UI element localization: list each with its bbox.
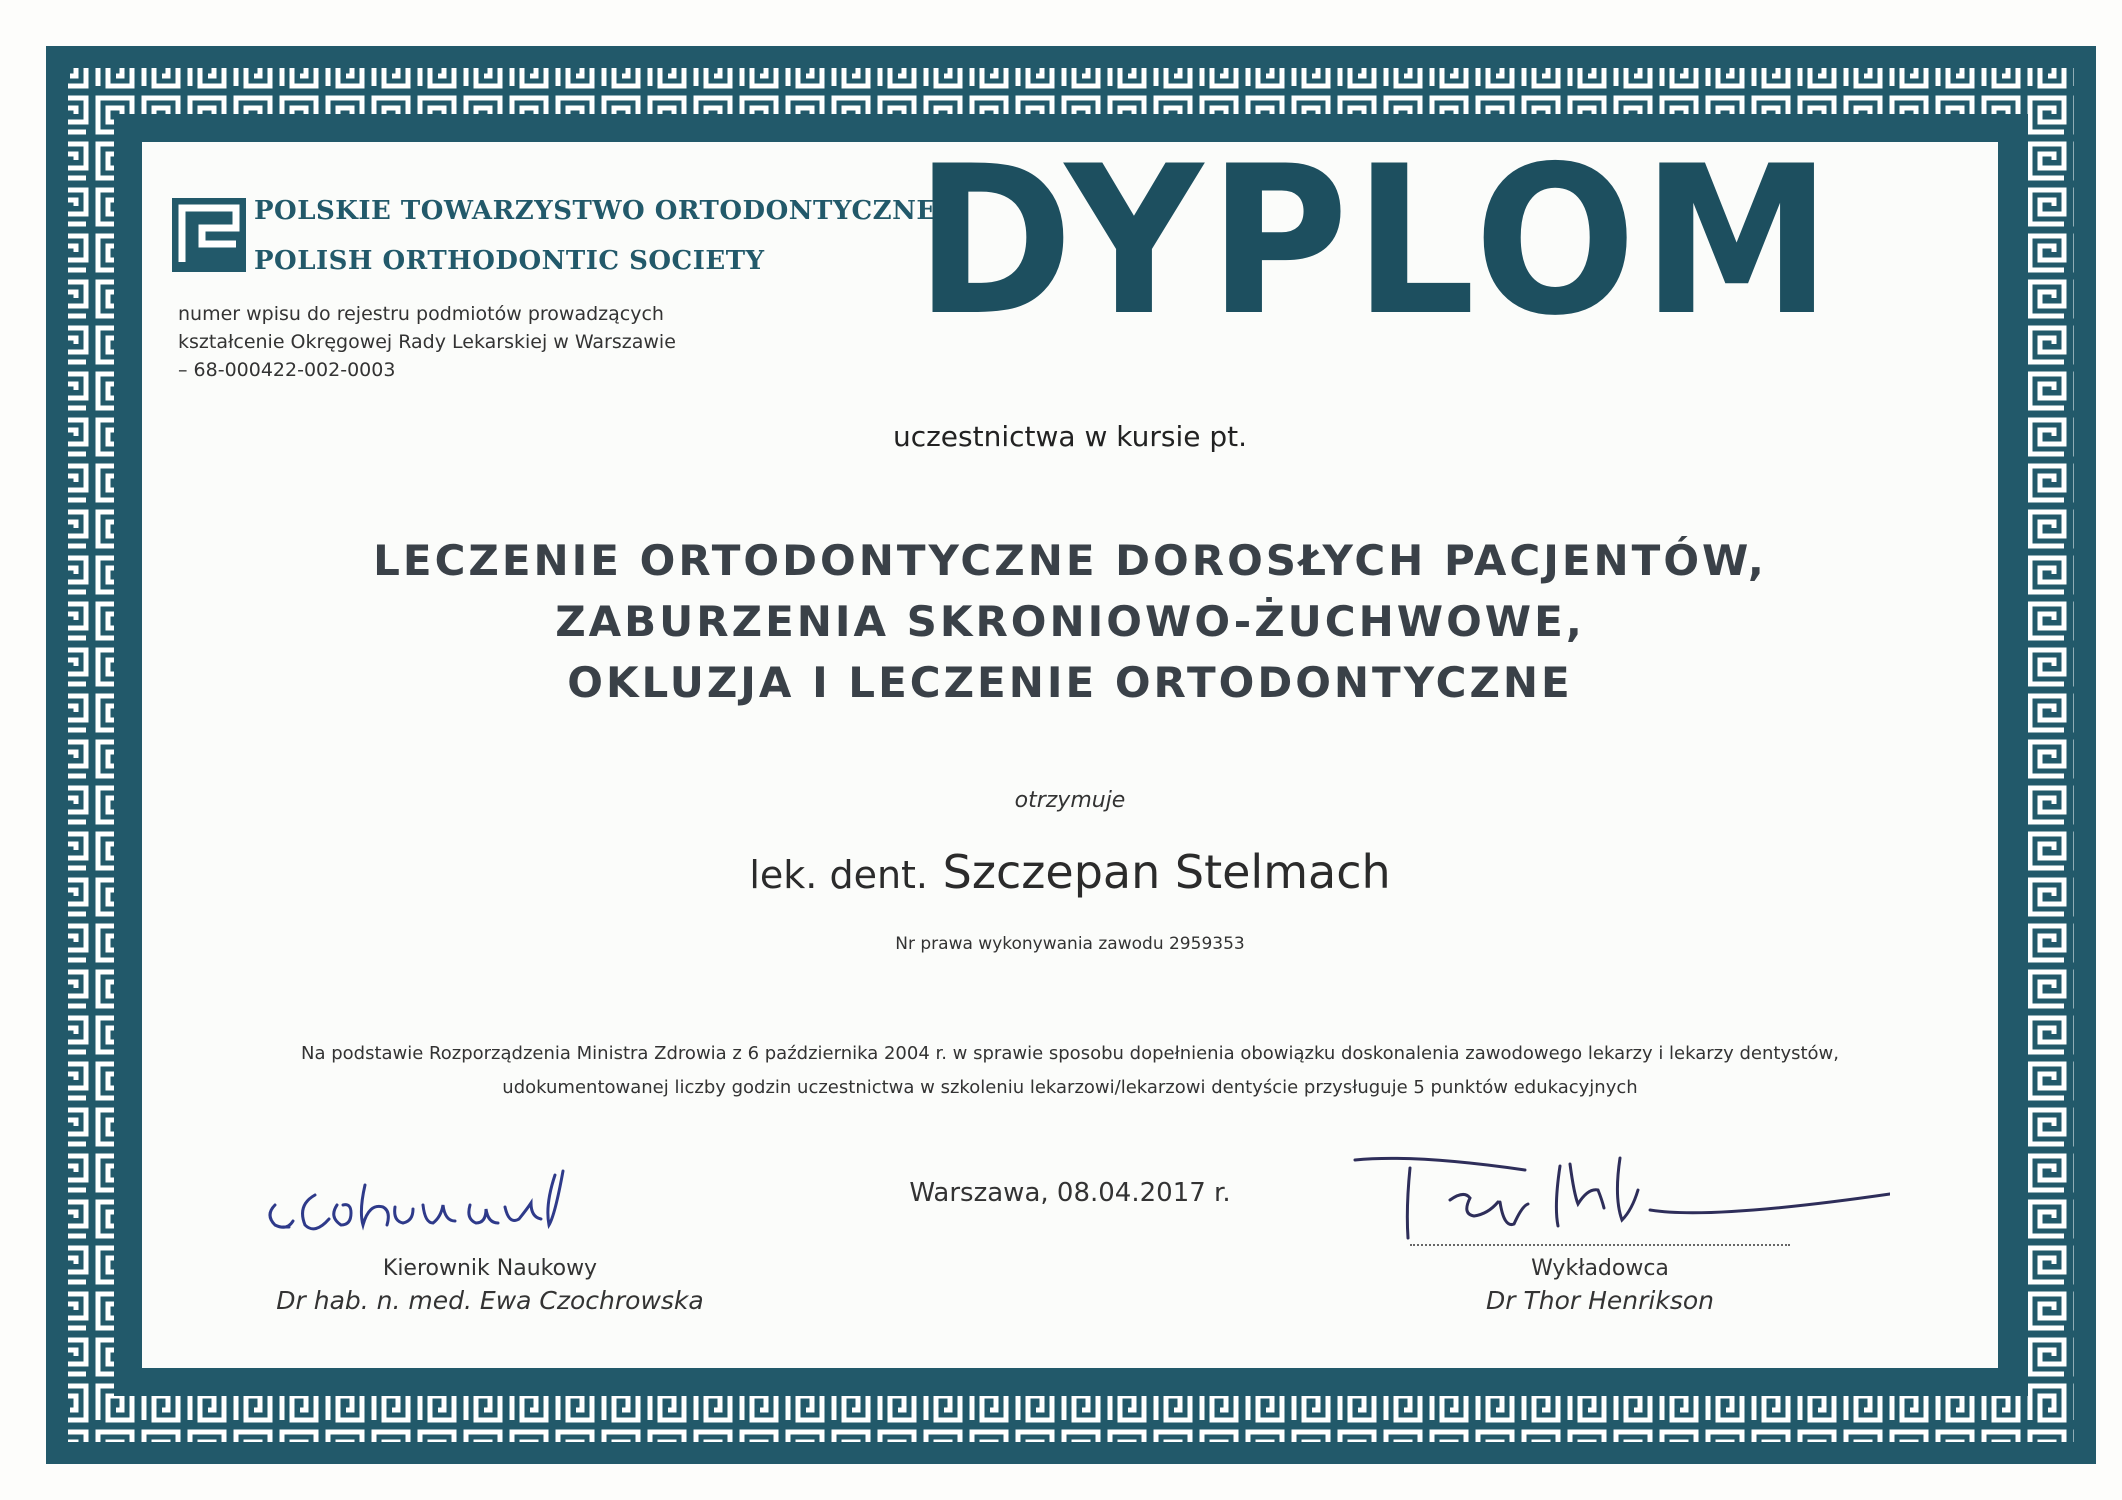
society-logo-icon — [172, 198, 246, 272]
legal-line: Na podstawie Rozporządzenia Ministra Zdrowia z 6 października 2004 r. w sprawie sposobu dopełnienia obowiązku doskonalenia zawodowego lekarzy i lekarzy dentystów, — [300, 1043, 1839, 1064]
society-name-english: POLISH ORTHODONTIC SOCIETY — [254, 246, 765, 276]
recipient — [139, 845, 2001, 899]
registry-line: – 68-000422-002-0003 — [178, 359, 396, 381]
place-and-date: Warszawa, 08.04.2017 r. — [909, 1178, 1231, 1208]
diploma-title: DYPLOM — [915, 123, 1838, 361]
legal-basis — [139, 1037, 2001, 1105]
right-signatory-role: Wykładowca — [1531, 1256, 1669, 1281]
registry-line: kształcenie Okręgowej Rady Lekarskiej w Warszawie — [178, 331, 676, 353]
right-signatory-name: Dr Thor Henrikson — [1485, 1286, 1714, 1315]
society-name-polish: POLSKIE TOWARZYSTWO ORTODONTYCZNE — [254, 196, 937, 226]
course-title-line: OKLUZJA I LECZENIE ORTODONTYCZNE — [567, 658, 1573, 707]
recipient-title: lek. dent. — [749, 853, 929, 897]
left-signature-image — [255, 1165, 705, 1255]
legal-line: udokumentowanej liczby godzin uczestnictwa w szkoleniu lekarzowi/lekarzowi dentyście przysługuje 5 punktów edukacyjnych — [502, 1077, 1638, 1098]
registry-line: numer wpisu do rejestru podmiotów prowadzących — [178, 303, 664, 325]
registry-note — [178, 300, 738, 384]
left-signatory-role: Kierownik Naukowy — [382, 1256, 598, 1281]
signature-dotted-line — [1410, 1244, 1790, 1246]
recipient-name: Szczepan Stelmach — [942, 845, 1391, 899]
right-signature-image — [1350, 1150, 1890, 1250]
left-signatory-name: Dr hab. n. med. Ewa Czochrowska — [276, 1286, 704, 1315]
course-title — [139, 530, 2001, 713]
receives-text: otrzymuje — [1014, 788, 1126, 813]
course-title-line: LECZENIE ORTODONTYCZNE DOROSŁYCH PACJENTÓW, — [373, 536, 1767, 585]
intro-text: uczestnictwa w kursie pt. — [892, 420, 1248, 453]
license-number: Nr prawa wykonywania zawodu 2959353 — [895, 934, 1245, 954]
course-title-line: ZABURZENIA SKRONIOWO-ŻUCHWOWE, — [555, 597, 1585, 646]
